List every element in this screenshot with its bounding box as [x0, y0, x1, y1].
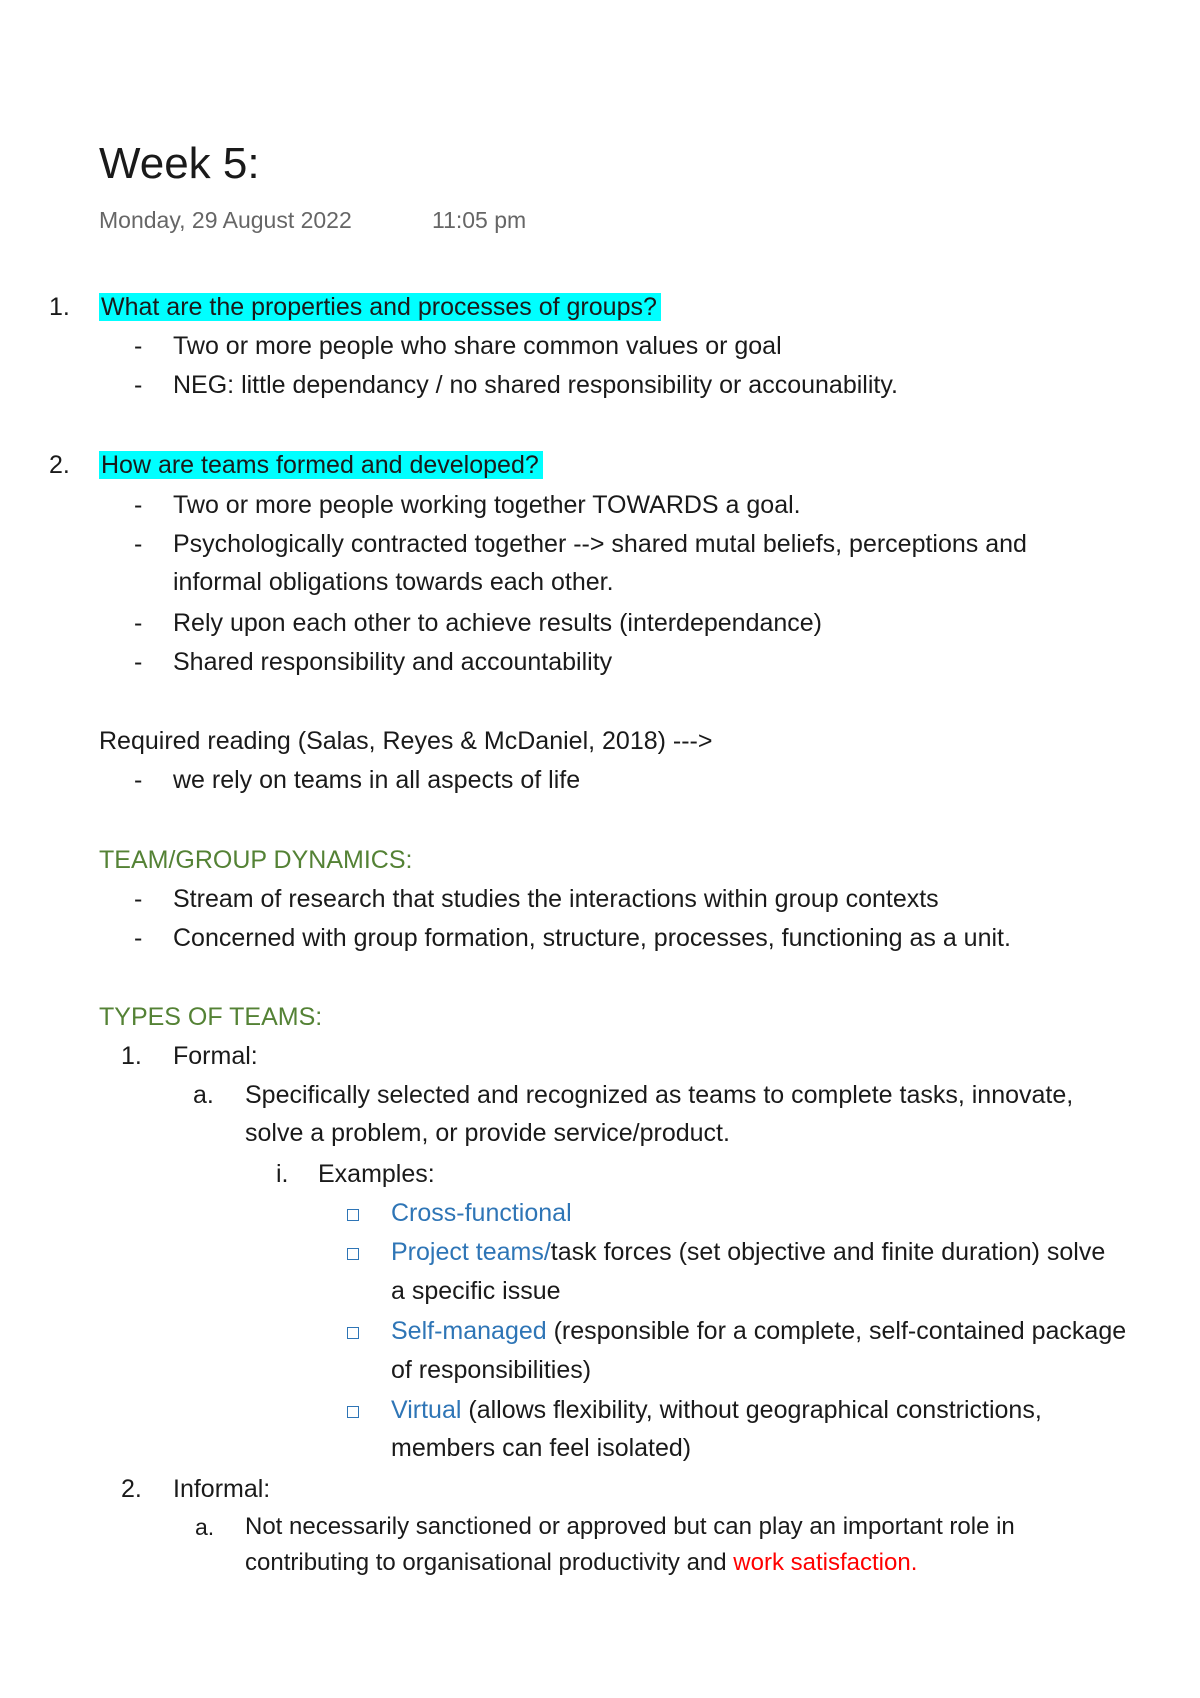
q2-bullet: Psychologically contracted together --> shared mutal beliefs, perceptions and [173, 530, 1027, 558]
dash-bullet: - [134, 371, 143, 399]
page-time: 11:05 pm [432, 207, 527, 233]
example-name: Project teams/ [391, 1238, 551, 1266]
dynamics-heading: TEAM/GROUP DYNAMICS: [99, 846, 413, 874]
example-item [391, 1233, 1105, 1271]
q2-bullet: Shared responsibility and accountability [173, 648, 613, 676]
reading-bullet: we rely on teams in all aspects of life [173, 766, 581, 794]
example-item [391, 1312, 1126, 1350]
checkbox-icon [347, 1406, 359, 1418]
dash-bullet: - [134, 332, 143, 360]
checkbox-icon [347, 1209, 359, 1221]
example-detail: (allows flexibility, without geographical constrictions, [461, 1396, 1042, 1424]
example-item [391, 1391, 1042, 1429]
informal-number: 2. [121, 1475, 142, 1503]
q1-question [99, 288, 661, 326]
informal-description-continued [245, 1544, 917, 1582]
required-reading: Required reading (Salas, Reyes & McDaniel, 2018) ---> [99, 727, 713, 755]
example-name: Self-managed [391, 1317, 547, 1345]
q2-bullet: Two or more people working together TOWARDS a goal. [173, 491, 801, 519]
examples-numeral: i. [276, 1160, 289, 1188]
q1-bullet: Two or more people who share common values or goal [173, 332, 782, 360]
informal-description: Not necessarily sanctioned or approved but can play an important role in [245, 1513, 1015, 1540]
dash-bullet: - [134, 766, 143, 794]
formal-description: Specifically selected and recognized as teams to complete tasks, innovate, [245, 1081, 1074, 1109]
dash-bullet: - [134, 491, 143, 519]
example-detail: (responsible for a complete, self-contained package [546, 1317, 1127, 1345]
example-item-continued: of responsibilities) [391, 1356, 592, 1384]
page-title: Week 5: [99, 139, 260, 188]
informal-sub-letter: a. [195, 1514, 215, 1540]
example-item [391, 1194, 572, 1232]
dash-bullet: - [134, 648, 143, 676]
q1-bullet: NEG: little dependancy / no shared responsibility or accounability. [173, 371, 898, 399]
example-name: Virtual [391, 1396, 462, 1424]
formal-number: 1. [121, 1042, 142, 1070]
example-name: Cross-functional [391, 1199, 572, 1227]
q1-question-text: What are the properties and processes of groups? [99, 293, 661, 321]
examples-label: Examples: [318, 1160, 435, 1188]
checkbox-icon [347, 1327, 359, 1339]
dash-bullet: - [134, 530, 143, 558]
q2-bullet-continued: informal obligations towards each other. [173, 568, 614, 596]
informal-label: Informal: [173, 1475, 271, 1503]
dynamics-bullet: Concerned with group formation, structure, processes, functioning as a unit. [173, 924, 1011, 952]
checkbox-icon [347, 1248, 359, 1260]
types-heading: TYPES OF TEAMS: [99, 1003, 323, 1031]
formal-label: Formal: [173, 1042, 258, 1070]
dynamics-bullet: Stream of research that studies the interactions within group contexts [173, 885, 939, 913]
page-date: Monday, 29 August 2022 [99, 207, 352, 233]
formal-description-continued: solve a problem, or provide service/product. [245, 1119, 730, 1147]
q2-question [99, 446, 543, 484]
dash-bullet: - [134, 924, 143, 952]
q2-bullet: Rely upon each other to achieve results (interdependance) [173, 609, 823, 637]
q2-number: 2. [49, 451, 70, 479]
formal-sub-letter: a. [193, 1081, 214, 1109]
example-item-continued: a specific issue [391, 1277, 561, 1305]
dash-bullet: - [134, 609, 143, 637]
example-item-continued: members can feel isolated) [391, 1434, 692, 1462]
q1-number: 1. [49, 293, 70, 321]
informal-description-text: contributing to organisational productivity and [245, 1549, 734, 1576]
q2-question-text: How are teams formed and developed? [99, 451, 543, 479]
example-detail: task forces (set objective and finite duration) solve [550, 1238, 1106, 1266]
dash-bullet: - [134, 885, 143, 913]
work-satisfaction-emphasis: work satisfaction. [733, 1549, 918, 1576]
